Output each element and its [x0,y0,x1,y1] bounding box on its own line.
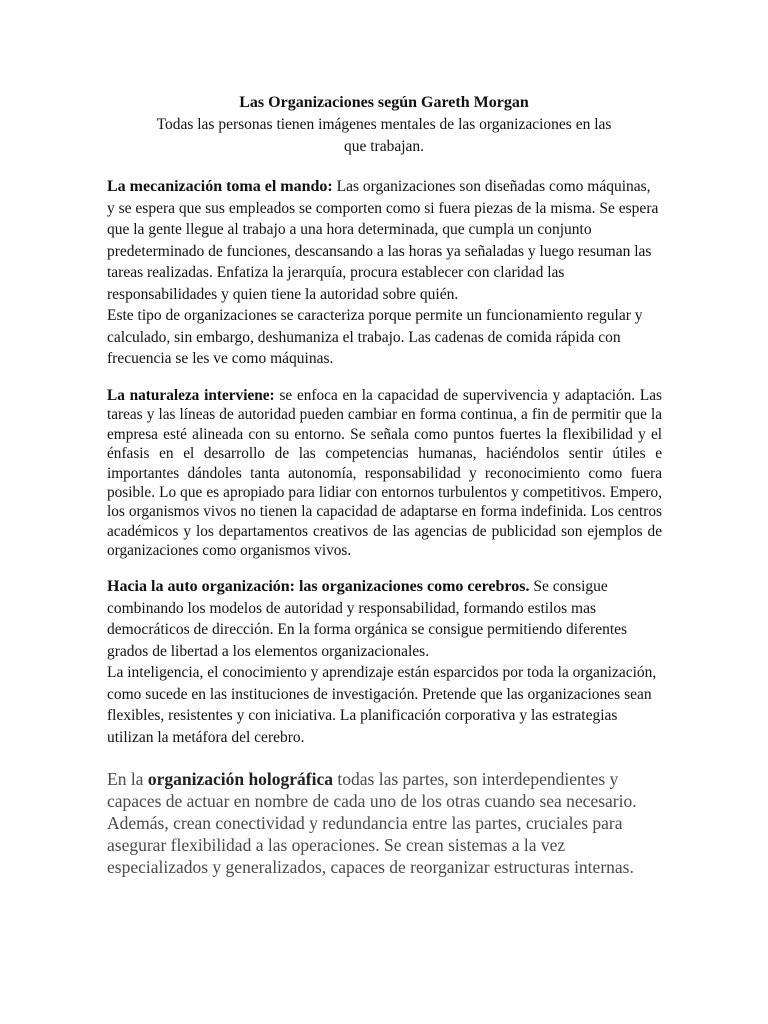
paragraph [107,768,667,878]
section-text: todas las partes, son interdependientes y capaces de actuar en nombre de cada uno de los otras cuando sea necesario. Además, crean conectividad y redundancia entre las partes, cruciales para asegurar flexibilidad a las operaciones. Se crean sistemas a la vez especializados y generalizados, capaces de reorganizar estructuras internas. [107,769,637,877]
paragraph: Este tipo de organizaciones se caracteriza porque permite un funcionamiento regular y calculado, sin embargo, deshumaniza el trabajo. Las cadenas de comida rápida con frecuencia se les ve como máquinas. [107,307,643,367]
section-holographic [107,768,667,878]
section-nature [107,386,662,561]
paragraph: La inteligencia, el conocimiento y aprendizaje están esparcidos por toda la organización, como sucede en las instituciones de investigación. Pretende que las organizaciones sean flexibles, resistentes y con iniciativa. La planificación corporativa y las estrategias utilizan la metáfora del cerebro. [107,664,657,746]
paragraph [107,576,662,662]
section-mechanization [107,176,662,370]
section-heading: La naturaleza interviene: [107,387,275,404]
section-heading: La mecanización toma el mando: [107,178,333,195]
section-heading: Hacia la auto organización: las organizaciones como cerebros. [107,578,530,595]
paragraph [107,176,662,305]
section-brains [107,576,662,748]
section-text: Las organizaciones son diseñadas como máquinas, y se espera que sus empleados se comporten como si fuera piezas de la misma. Se espera que la gente llegue al trabajo a una hora determinada, que cumpla un conjunto predeterminado de funciones, descansando a las horas ya señaladas y luego resuman las tareas realizadas. Enfatiza la jerarquía, procura establecer con claridad las responsabilidades y quien tiene la autoridad sobre quién. [107,178,659,303]
section-text: Se consigue combinando los modelos de autoridad y responsabilidad, formando estilos mas democráticos de dirección. En la forma orgánica se consigue permitiendo diferentes grados de libertad a los elementos organizacionales. [107,578,628,660]
section-heading: organización holográfica [147,769,334,789]
document-subtitle: Todas las personas tienen imágenes mentales de las organizaciones en las que trabajan. [156,116,612,155]
document-title: Las Organizaciones según Gareth Morgan [239,94,529,111]
section-prefix: En la [107,769,148,789]
paragraph [107,386,662,561]
section-text: se enfoca en la capacidad de supervivencia y adaptación. Las tareas y las líneas de autoridad pueden cambiar en forma continua, a fin de permitir que la empresa esté alineada con su entorno. Se señala como puntos fuertes la flexibilidad y el énfasis en el desarrollo de las competencias humanas, haciéndolos sentir útiles e importantes dándoles tanta autonomía, responsabilidad y reconocimiento como fuera posible. Lo que es apropiado para lidiar con entornos turbulentos y competitivos. Empero, los organismos vivos no tienen la capacidad de adaptarse en forma indefinida. Los centros académicos y los departamentos creativos de las agencias de publicidad son ejemplos de organizaciones como organismos vivos. [107,387,662,560]
